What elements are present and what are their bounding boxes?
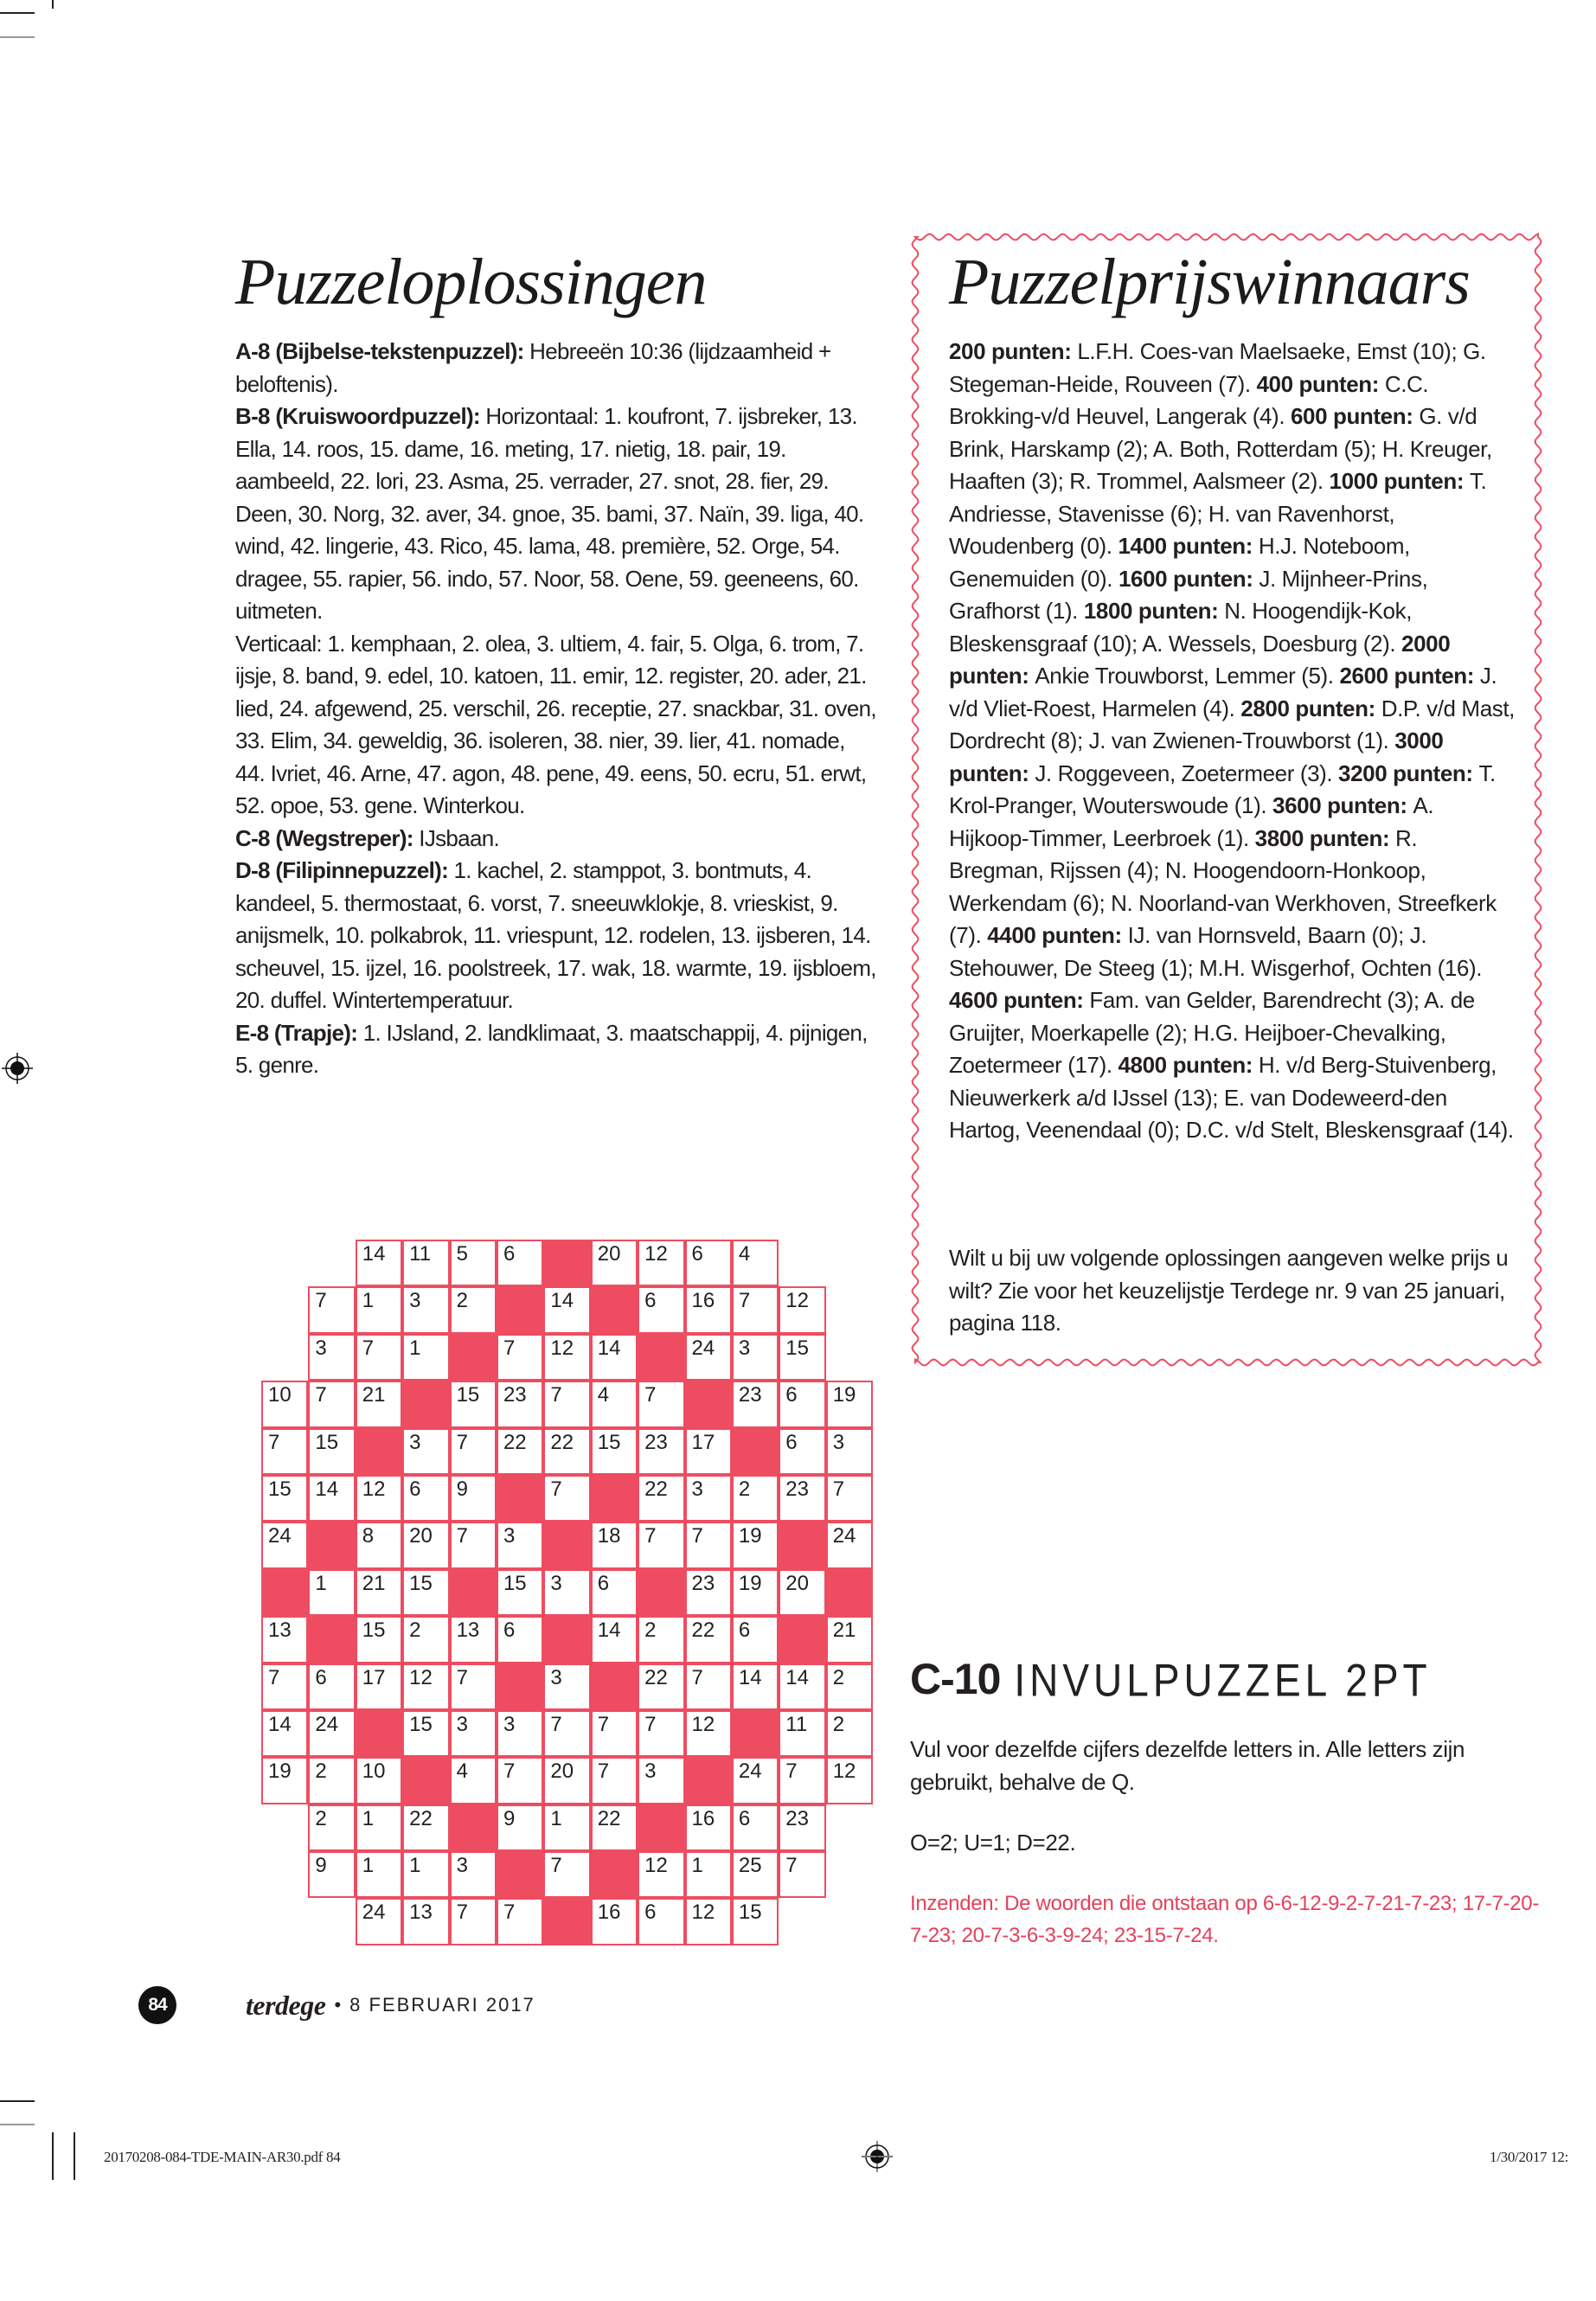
puzzle-instructions: Vul voor dezelfde cijfers dezelfde letters in. Alle letters zijn gebruikt, behalve de Q. <box>910 1736 1465 1795</box>
grid-black-cell <box>685 1381 732 1427</box>
slug-timestamp: 1/30/2017 12: <box>1490 2149 1569 2165</box>
grid-cell: 3 <box>450 1710 497 1757</box>
grid-cell: 4 <box>591 1381 638 1427</box>
grid-cell: 1 <box>356 1286 402 1333</box>
grid-cell: 3 <box>638 1757 684 1804</box>
grid-cell: 19 <box>261 1757 308 1804</box>
grid-cell: 7 <box>543 1475 590 1522</box>
text-segment: J. v/d Vliet-Roest, Harmelen (4). <box>949 663 1497 721</box>
puzzle-c10 <box>910 1654 1550 1952</box>
page-number-badge: 84 <box>138 1986 176 2024</box>
grid-cell: 24 <box>356 1898 402 1945</box>
grid-cell: 14 <box>591 1616 638 1663</box>
grid-cell: 23 <box>685 1569 732 1616</box>
paragraph <box>235 336 880 401</box>
bold-label: D-8 (Filipinnepuzzel): <box>235 857 454 883</box>
grid-cell: 4 <box>450 1757 497 1804</box>
grid-cell: 12 <box>685 1710 732 1757</box>
grid-cell: 23 <box>497 1381 543 1427</box>
text-segment: J. Roggeveen, Zoetermeer (3). <box>1035 760 1339 786</box>
grid-cell: 24 <box>261 1522 308 1568</box>
grid-cell: 3 <box>450 1851 497 1898</box>
grid-cell: 7 <box>779 1851 825 1898</box>
grid-cell: 12 <box>779 1286 825 1333</box>
bold-label: 3800 punten: <box>1254 824 1396 851</box>
grid-empty <box>826 1898 873 1945</box>
grid-cell: 13 <box>402 1898 449 1945</box>
grid-cell: 3 <box>685 1475 732 1522</box>
bold-label: 200 punten: <box>949 338 1078 364</box>
grid-cell: 7 <box>356 1334 402 1381</box>
grid-cell: 10 <box>356 1757 402 1804</box>
grid-black-cell <box>591 1663 638 1710</box>
grid-black-cell <box>497 1663 543 1710</box>
winners-note: Wilt u bij uw volgende oplossingen aangeven welke prijs u wilt? Zie voor het keuzelijstje Terdege nr. 9 van 25 januari, pagina 118. <box>949 1245 1509 1336</box>
crop-mark <box>74 2132 75 2180</box>
grid-cell: 6 <box>732 1616 779 1663</box>
separator: • <box>334 1994 342 2016</box>
grid-cell: 7 <box>638 1710 684 1757</box>
grid-cell: 7 <box>732 1286 779 1333</box>
grid-cell: 12 <box>638 1240 684 1286</box>
grid-cell: 6 <box>638 1286 684 1333</box>
grid-black-cell <box>450 1334 497 1381</box>
grid-cell: 2 <box>826 1710 873 1757</box>
grid-cell: 24 <box>732 1757 779 1804</box>
grid-cell: 6 <box>638 1898 684 1945</box>
grid-cell: 3 <box>732 1334 779 1381</box>
grid-cell: 20 <box>779 1569 825 1616</box>
registration-mark-icon <box>862 2141 893 2172</box>
grid-black-cell <box>497 1851 543 1898</box>
puzzle-hint: O=2; U=1; D=22. <box>910 1830 1076 1856</box>
grid-empty <box>826 1240 873 1286</box>
text-segment: H.J. Noteboom, Genemuiden (0). <box>949 533 1410 592</box>
grid-cell: 7 <box>308 1381 355 1427</box>
grid-cell: 5 <box>450 1240 497 1286</box>
grid-cell: 19 <box>732 1522 779 1568</box>
grid-cell: 3 <box>543 1569 590 1616</box>
text-segment: A. Hijkoop-Timmer, Leerbroek (1). <box>949 792 1434 851</box>
grid-black-cell <box>308 1522 355 1568</box>
grid-cell: 15 <box>308 1428 355 1475</box>
grid-cell: 16 <box>685 1286 732 1333</box>
grid-cell: 15 <box>450 1381 497 1427</box>
grid-black-cell <box>497 1475 543 1522</box>
grid-cell: 6 <box>497 1240 543 1286</box>
grid-cell: 7 <box>543 1851 590 1898</box>
grid-cell: 7 <box>685 1522 732 1568</box>
grid-cell: 1 <box>356 1804 402 1851</box>
paragraph <box>235 855 880 1017</box>
text-segment: IJ. van Hornsveld, Baarn (0); J. Stehouwer, De Steeg (1); M.H. Wisgerhof, Ochten (16). <box>949 922 1483 981</box>
grid-cell: 12 <box>685 1898 732 1945</box>
grid-cell: 14 <box>591 1334 638 1381</box>
grid-black-cell <box>497 1286 543 1333</box>
grid-black-cell <box>450 1569 497 1616</box>
grid-black-cell <box>638 1804 684 1851</box>
grid-empty <box>826 1286 873 1333</box>
text-segment: C.C. Brokking-v/d Heuvel, Langerak (4). <box>949 370 1429 429</box>
solutions-title: Puzzeloplossingen <box>235 246 707 318</box>
grid-cell: 10 <box>261 1381 308 1427</box>
grid-empty <box>261 1898 308 1945</box>
grid-empty <box>308 1898 355 1945</box>
grid-cell: 9 <box>308 1851 355 1898</box>
grid-empty <box>261 1804 308 1851</box>
grid-cell: 13 <box>261 1616 308 1663</box>
grid-black-cell <box>591 1286 638 1333</box>
grid-cell: 23 <box>732 1381 779 1427</box>
crop-mark <box>52 0 54 9</box>
grid-cell: 14 <box>732 1663 779 1710</box>
bold-label: 1400 punten: <box>1118 533 1259 559</box>
paragraph <box>235 1017 880 1082</box>
grid-cell: 7 <box>450 1428 497 1475</box>
grid-cell: 7 <box>450 1663 497 1710</box>
grid-cell: 6 <box>402 1475 449 1522</box>
grid-cell: 6 <box>732 1804 779 1851</box>
grid-cell: 1 <box>308 1569 355 1616</box>
grid-cell: 20 <box>543 1757 590 1804</box>
bold-label: 600 punten: <box>1290 403 1420 429</box>
grid-empty <box>261 1851 308 1898</box>
puzzle-heading <box>910 1654 1550 1704</box>
grid-cell: 7 <box>779 1757 825 1804</box>
grid-cell: 19 <box>732 1569 779 1616</box>
crop-mark <box>52 2132 54 2180</box>
grid-black-cell <box>638 1569 684 1616</box>
grid-cell: 1 <box>543 1804 590 1851</box>
grid-black-cell <box>826 1569 873 1616</box>
grid-cell: 7 <box>543 1710 590 1757</box>
grid-cell: 15 <box>402 1710 449 1757</box>
grid-cell: 15 <box>732 1898 779 1945</box>
grid-cell: 6 <box>591 1569 638 1616</box>
grid-cell: 24 <box>308 1710 355 1757</box>
page-footer <box>138 1986 535 2024</box>
grid-cell: 12 <box>402 1663 449 1710</box>
bold-label: 3000 punten: <box>949 727 1444 786</box>
grid-cell: 21 <box>356 1381 402 1427</box>
grid-cell: 2 <box>308 1757 355 1804</box>
grid-cell: 3 <box>308 1334 355 1381</box>
grid-black-cell <box>356 1710 402 1757</box>
grid-cell: 7 <box>591 1710 638 1757</box>
grid-black-cell <box>591 1475 638 1522</box>
text-segment: R. Bregman, Rijssen (4); N. Hoogendoorn-Honkoop, Werkendam (6); N. Noorland-van Werkhoven, Streefkerk (7). <box>949 824 1497 948</box>
grid-black-cell <box>402 1757 449 1804</box>
grid-black-cell <box>261 1569 308 1616</box>
grid-empty <box>261 1334 308 1381</box>
bold-label: A-8 (Bijbelse-tekstenpuzzel): <box>235 338 530 364</box>
crop-mark <box>0 12 35 14</box>
bold-label: 2000 punten: <box>949 630 1451 689</box>
bold-label: 400 punten: <box>1256 370 1385 397</box>
puzzle-name: INVULPUZZEL 2PT <box>1014 1654 1432 1706</box>
grid-cell: 7 <box>450 1898 497 1945</box>
grid-cell: 3 <box>543 1663 590 1710</box>
bold-label: 4800 punten: <box>1118 1052 1259 1078</box>
grid-empty <box>779 1898 825 1945</box>
grid-cell: 6 <box>779 1428 825 1475</box>
grid-cell: 23 <box>779 1804 825 1851</box>
puzzle-submit-instructions: Inzenden: De woorden die ontstaan op 6-6-12-9-2-7-21-7-23; 17-7-20-7-23; 20-7-3-6-3-9-24; 23-15-7-24. <box>910 1892 1540 1947</box>
grid-cell: 3 <box>497 1522 543 1568</box>
text-segment: IJsbaan. <box>419 824 499 851</box>
crop-mark <box>0 2124 35 2125</box>
issue-date: 8 FEBRUARI 2017 <box>349 1994 535 2016</box>
brand-logo: terdege <box>246 1989 326 2021</box>
grid-cell: 22 <box>497 1428 543 1475</box>
grid-cell: 3 <box>402 1428 449 1475</box>
grid-cell: 14 <box>543 1286 590 1333</box>
puzzle-grid <box>261 1240 873 1945</box>
text-segment: H. v/d Berg-Stuivenberg, Nieuwerkerk a/d IJssel (13); E. van Dodeweerd-den Hartog, Veenendaal (0); D.C. v/d Stelt, Bleskensgraaf (14). <box>949 1052 1514 1143</box>
grid-cell: 17 <box>356 1663 402 1710</box>
grid-cell: 24 <box>685 1334 732 1381</box>
text-segment: Ankie Trouwborst, Lemmer (5). <box>1035 663 1340 689</box>
grid-cell: 7 <box>308 1286 355 1333</box>
grid-empty <box>826 1851 873 1898</box>
paragraph <box>235 823 880 856</box>
winners-title: Puzzelprijswinnaars <box>949 246 1470 318</box>
grid-cell: 12 <box>356 1475 402 1522</box>
paragraph <box>235 401 880 628</box>
text-segment: T. Andriesse, Stavenisse (6); H. van Ravenhorst, Woudenberg (0). <box>949 468 1487 559</box>
grid-cell: 15 <box>261 1475 308 1522</box>
grid-cell: 7 <box>497 1334 543 1381</box>
text-segment: N. Hoogendijk-Kok, Bleskensgraaf (10); A. Wessels, Doesburg (2). <box>949 598 1413 657</box>
grid-empty <box>261 1240 308 1286</box>
grid-cell: 1 <box>402 1334 449 1381</box>
grid-cell: 22 <box>638 1475 684 1522</box>
bold-label: 1600 punten: <box>1118 565 1259 592</box>
bold-label: 4600 punten: <box>949 987 1090 1013</box>
grid-cell: 15 <box>402 1569 449 1616</box>
grid-black-cell <box>779 1522 825 1568</box>
grid-cell: 3 <box>826 1428 873 1475</box>
grid-empty <box>826 1804 873 1851</box>
grid-cell: 6 <box>779 1381 825 1427</box>
grid-cell: 11 <box>779 1710 825 1757</box>
registration-mark-icon <box>2 1053 33 1084</box>
grid-cell: 21 <box>826 1616 873 1663</box>
grid-cell: 15 <box>356 1616 402 1663</box>
grid-cell: 22 <box>591 1804 638 1851</box>
grid-cell: 16 <box>591 1898 638 1945</box>
text-segment: L.F.H. Coes-van Maelsaeke, Emst (10); G. Stegeman-Heide, Rouveen (7). <box>949 338 1486 397</box>
grid-cell: 22 <box>685 1616 732 1663</box>
puzzle-code: C-10 <box>910 1655 1001 1703</box>
grid-cell: 7 <box>261 1428 308 1475</box>
bold-label: B-8 (Kruiswoordpuzzel): <box>235 403 486 429</box>
grid-cell: 19 <box>826 1381 873 1427</box>
grid-cell: 12 <box>826 1757 873 1804</box>
grid-cell: 2 <box>826 1663 873 1710</box>
text-segment: 1. kachel, 2. stamppot, 3. bontmuts, 4. kandeel, 5. thermostaat, 6. vorst, 7. sneeuwklokje, 8. vrieskist, 9. anijsmelk, 10. polkabrok, 11. vriespunt, 12. rodelen, 13. ijsberen, 14. scheuvel, 15. ijzel, 16. poolstreek, 17. wak, 18. warmte, 19. ijsbloem, 20. duffel. Wintertemperatuur. <box>235 857 876 1013</box>
grid-cell: 2 <box>732 1475 779 1522</box>
text-segment: T. Krol-Pranger, Wouterswoude (1). <box>949 760 1496 818</box>
grid-cell: 15 <box>497 1569 543 1616</box>
bold-label: E-8 (Trapje): <box>235 1019 363 1046</box>
grid-black-cell <box>543 1616 590 1663</box>
grid-cell: 14 <box>779 1663 825 1710</box>
grid-cell: 9 <box>497 1804 543 1851</box>
text-segment: J. Mijnheer-Prins, Grafhorst (1). <box>949 565 1428 624</box>
grid-cell: 22 <box>543 1428 590 1475</box>
grid-cell: 7 <box>543 1381 590 1427</box>
text-segment: Fam. van Gelder, Barendrecht (3); A. de Gruijter, Moerkapelle (2); H.G. Heijboer-Chevalking, Zoetermeer (17). <box>949 987 1475 1078</box>
grid-cell: 1 <box>402 1851 449 1898</box>
grid-black-cell <box>779 1616 825 1663</box>
grid-black-cell <box>402 1381 449 1427</box>
text-segment: Horizontaal: 1. koufront, 7. ijsbreker, 13. Ella, 14. roos, 15. dame, 16. meting, 17. nietig, 18. pair, 19. aambeeld, 22. lori, 23. Asma, 25. verrader, 27. snot, 28. fier, 29. Deen, 30. Norg, 32. aver, 34. gnoe, 35. bami, 37. Naïn, 39. liga, 40. wind, 42. lingerie, 43. Rico, 45. lama, 48. première, 52. Orge, 54. dragee, 55. rapier, 56. indo, 57. Noor, 58. Oene, 59. geeneens, 60. uitmeten. <box>235 403 864 624</box>
paragraph <box>235 628 880 823</box>
grid-black-cell <box>543 1522 590 1568</box>
grid-cell: 6 <box>308 1663 355 1710</box>
grid-black-cell <box>732 1428 779 1475</box>
grid-cell: 20 <box>591 1240 638 1286</box>
grid-cell: 22 <box>638 1663 684 1710</box>
bold-label: 1800 punten: <box>1083 598 1225 624</box>
grid-black-cell <box>308 1616 355 1663</box>
grid-cell: 12 <box>638 1851 684 1898</box>
grid-cell: 2 <box>402 1616 449 1663</box>
bold-label: 2600 punten: <box>1339 663 1480 689</box>
solutions-text <box>235 336 880 1082</box>
grid-cell: 17 <box>685 1428 732 1475</box>
grid-cell: 7 <box>638 1522 684 1568</box>
grid-cell: 15 <box>591 1428 638 1475</box>
slug-filename: 20170208-084-TDE-MAIN-AR30.pdf 84 <box>104 2149 341 2165</box>
grid-empty <box>308 1240 355 1286</box>
grid-cell: 12 <box>543 1334 590 1381</box>
grid-cell: 15 <box>779 1334 825 1381</box>
grid-cell: 23 <box>638 1428 684 1475</box>
text-segment: D.P. v/d Mast, Dordrecht (8); J. van Zwienen-Trouwborst (1). <box>949 695 1515 753</box>
grid-black-cell <box>591 1851 638 1898</box>
grid-cell: 25 <box>732 1851 779 1898</box>
bold-label: 1000 punten: <box>1329 468 1470 494</box>
text-segment: Hebreeën 10:36 (lijdzaamheid + beloftenis). <box>235 338 831 397</box>
grid-cell: 22 <box>402 1804 449 1851</box>
grid-cell: 18 <box>591 1522 638 1568</box>
grid-cell: 21 <box>356 1569 402 1616</box>
grid-cell: 2 <box>450 1286 497 1333</box>
grid-cell: 9 <box>450 1475 497 1522</box>
grid-cell: 7 <box>497 1757 543 1804</box>
grid-cell: 3 <box>402 1286 449 1333</box>
grid-cell: 11 <box>402 1240 449 1286</box>
winners-text <box>949 336 1516 1147</box>
grid-black-cell <box>685 1757 732 1804</box>
bold-label: C-8 (Wegstreper): <box>235 824 420 851</box>
grid-cell: 20 <box>402 1522 449 1568</box>
grid-cell: 14 <box>261 1710 308 1757</box>
grid-cell: 7 <box>638 1381 684 1427</box>
grid-cell: 7 <box>826 1475 873 1522</box>
grid-cell: 4 <box>732 1240 779 1286</box>
grid-empty <box>779 1240 825 1286</box>
grid-cell: 2 <box>638 1616 684 1663</box>
grid-cell: 3 <box>497 1710 543 1757</box>
grid-cell: 6 <box>685 1240 732 1286</box>
bold-label: 3200 punten: <box>1338 760 1479 786</box>
grid-cell: 1 <box>356 1851 402 1898</box>
text-segment: Verticaal: 1. kemphaan, 2. olea, 3. ultiem, 4. fair, 5. Olga, 6. trom, 7. ijsje, 8. band, 9. edel, 10. katoen, 11. emir, 12. register, 20. ader, 21. lied, 24. afgewend, 25. verschil, 26. receptie, 27. snackbar, 31. oven, 33. Elim, 34. geweldig, 36. isoleren, 38. nier, 39. lier, 41. nomade, 44. Ivriet, 46. Arne, 47. agon, 48. pene, 49. eens, 50. ecru, 51. erwt, 52. opoe, 53. gene. Winterkou. <box>235 630 876 818</box>
text-segment: 1. IJsland, 2. landklimaat, 3. maatschappij, 4. pijnigen, 5. genre. <box>235 1019 868 1078</box>
grid-cell: 7 <box>685 1663 732 1710</box>
bold-label: 2800 punten: <box>1240 695 1381 721</box>
crop-mark <box>0 2100 35 2102</box>
grid-cell: 7 <box>450 1522 497 1568</box>
paragraph <box>949 336 1516 1147</box>
grid-cell: 6 <box>497 1616 543 1663</box>
grid-black-cell <box>543 1898 590 1945</box>
grid-black-cell <box>450 1804 497 1851</box>
grid-black-cell <box>356 1428 402 1475</box>
grid-cell: 1 <box>685 1851 732 1898</box>
grid-cell: 7 <box>261 1663 308 1710</box>
grid-cell: 8 <box>356 1522 402 1568</box>
grid-cell: 2 <box>308 1804 355 1851</box>
grid-cell: 7 <box>591 1757 638 1804</box>
grid-black-cell <box>638 1334 684 1381</box>
bold-label: 3600 punten: <box>1272 792 1413 818</box>
grid-black-cell <box>732 1710 779 1757</box>
grid-cell: 14 <box>308 1475 355 1522</box>
crop-mark <box>0 36 35 38</box>
grid-empty <box>261 1286 308 1333</box>
grid-cell: 23 <box>779 1475 825 1522</box>
grid-cell: 14 <box>356 1240 402 1286</box>
grid-black-cell <box>543 1240 590 1286</box>
grid-empty <box>826 1334 873 1381</box>
grid-cell: 13 <box>450 1616 497 1663</box>
bold-label: 4400 punten: <box>987 922 1128 948</box>
grid-cell: 7 <box>497 1898 543 1945</box>
grid-cell: 16 <box>685 1804 732 1851</box>
text-segment: G. v/d Brink, Harskamp (2); A. Both, Rotterdam (5); H. Kreuger, Haaften (3); R. Trommel, Aalsmeer (2). <box>949 403 1492 494</box>
grid-cell: 24 <box>826 1522 873 1568</box>
